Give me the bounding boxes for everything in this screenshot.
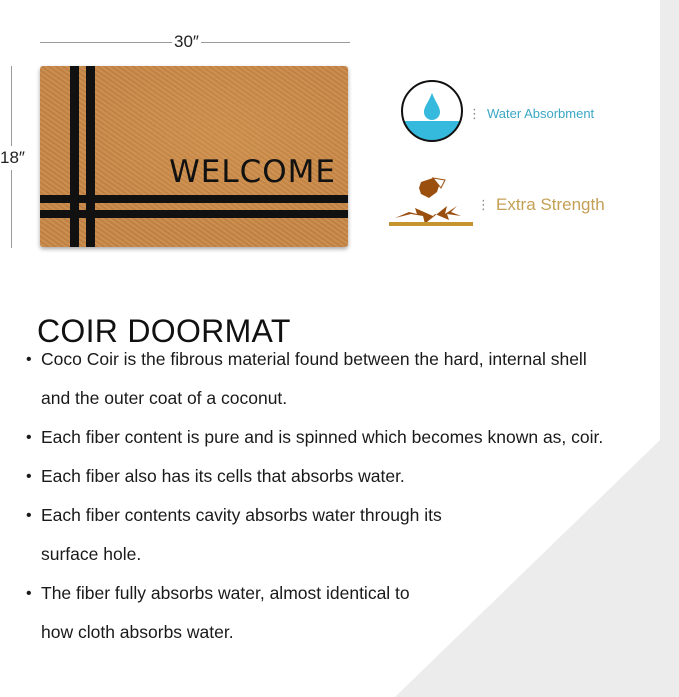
- bullet-text: The fiber fully absorbs water, almost identical to: [41, 583, 410, 603]
- feature-water-absorbment: [400, 79, 594, 148]
- bullet-item: [26, 340, 646, 418]
- bullet-icon: •: [26, 429, 32, 446]
- doormat-image: [40, 66, 348, 247]
- bullet-icon: •: [26, 351, 32, 368]
- product-image-area: [0, 0, 360, 260]
- mat-stripe-vertical-1: [70, 66, 79, 247]
- bullet-text-continued: surface hole.: [41, 544, 142, 564]
- bullet-text: Each fiber also has its cells that absorbs water.: [41, 466, 405, 486]
- bullet-icon: •: [26, 507, 32, 524]
- bullet-item: [26, 457, 646, 496]
- bullet-text-continued: and the outer coat of a coconut.: [41, 388, 288, 408]
- bullet-text-continued: how cloth absorbs water.: [41, 622, 234, 642]
- height-dimension-label: 18″: [0, 146, 25, 170]
- bullet-item: [26, 574, 646, 652]
- bullet-icon: •: [26, 468, 32, 485]
- width-dimension-label: 30″: [174, 32, 199, 51]
- mat-welcome-text: WELCOME: [169, 154, 336, 190]
- mat-stripe-horizontal-2: [40, 210, 348, 218]
- separator: ⋮: [477, 197, 490, 212]
- mat-stripe-vertical-2: [86, 66, 95, 247]
- feature-extra-strength: [389, 176, 605, 233]
- feature-bullet-list: [26, 340, 646, 652]
- separator: ⋮: [468, 106, 481, 121]
- bullet-text: Coco Coir is the fibrous material found between the hard, internal shell: [41, 349, 587, 369]
- bullet-icon: •: [26, 585, 32, 602]
- bullet-item: [26, 418, 646, 457]
- bullet-text: Each fiber contents cavity absorbs water through its: [41, 505, 442, 525]
- bullet-item: [26, 496, 646, 574]
- mat-stripe-horizontal-1: [40, 195, 348, 203]
- bullet-text: Each fiber content is pure and is spinned which becomes known as, coir.: [41, 427, 604, 447]
- feature-label: Water Absorbment: [487, 106, 595, 121]
- feature-label: Extra Strength: [496, 194, 605, 214]
- water-drop-icon: [400, 79, 464, 148]
- section-title: COIR DOORMAT: [37, 313, 291, 350]
- extra-strength-icon: [389, 176, 473, 233]
